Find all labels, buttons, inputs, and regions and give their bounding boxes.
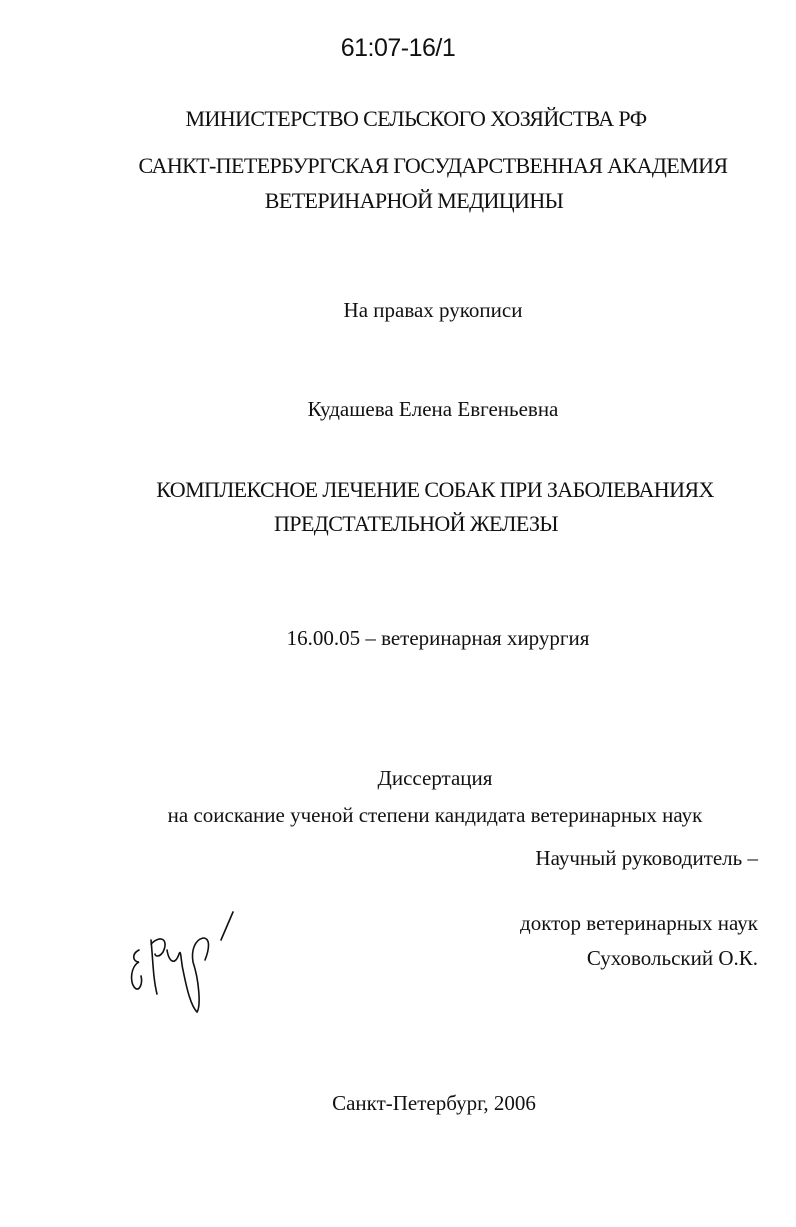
ministry-heading: МИНИСТЕРСТВО СЕЛЬСКОГО ХОЗЯЙСТВА РФ [185,106,647,131]
thesis-title-line-2: ПРЕДСТАТЕЛЬНОЙ ЖЕЛЕЗЫ [274,511,558,536]
supervisor-degree: доктор ветеринарных наук [520,911,758,935]
manuscript-note: На правах рукописи [343,298,523,322]
supervisor-name: Суховольский О.К. [586,946,758,970]
archive-code: 61:07-16/1 [340,34,456,62]
degree-line: на соискание ученой степени кандидата ветеринарных наук [167,803,703,827]
specialty: 16.00.05 – ветеринарная хирургия [286,626,590,650]
handwritten-signature [125,910,245,1020]
institution-line-1: САНКТ-ПЕТЕРБУРГСКАЯ ГОСУДАРСТВЕННАЯ АКАДЕМИЯ [138,153,728,178]
author-name: Кудашева Елена Евгеньевна [307,397,559,421]
place-and-year: Санкт-Петербург, 2006 [332,1091,536,1115]
thesis-title-line-1: КОМПЛЕКСНОЕ ЛЕЧЕНИЕ СОБАК ПРИ ЗАБОЛЕВАНИЯХ [156,477,714,502]
supervisor-label: Научный руководитель – [535,846,758,870]
document-type: Диссертация [377,766,493,790]
institution-line-2: ВЕТЕРИНАРНОЙ МЕДИЦИНЫ [264,188,564,213]
